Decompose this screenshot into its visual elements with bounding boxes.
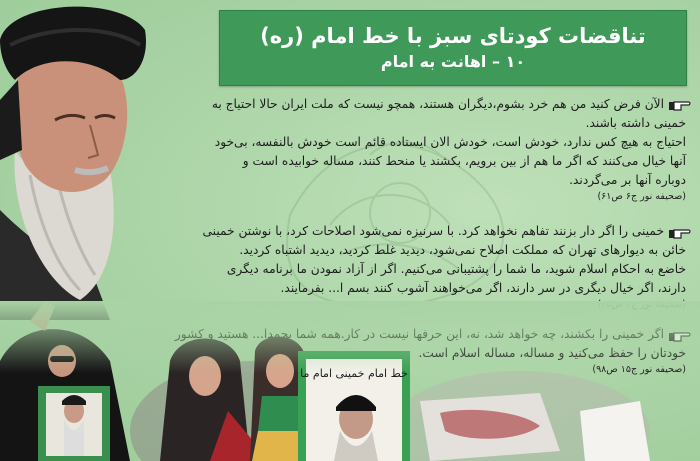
- quote-line: دارند، اگر خیال دیگری در سر دارند، اگر می‌خواهند آشوب کنند بسم ا... بفرمایند.: [280, 281, 686, 295]
- quote-line: الآن فرض کنید من هم خرد بشوم،دیگران هستند، همچو نیست که ملت ایران حالا احتیاج به: [211, 97, 664, 111]
- page-title: تناقضات کودتای سبز با خط امام (ره): [260, 24, 646, 48]
- title-banner: [219, 10, 687, 86]
- protest-photo-collage: [0, 301, 700, 461]
- quote-source: (صحیفه نور ج۶ ص۶۱): [597, 191, 686, 202]
- quote-line: خمینی را اگر دار بزنند تفاهم نخواهد کرد. با سرنیزه نمی‌شود اصلاحات کرد، با نوشتن خمینی: [202, 224, 664, 238]
- quote-line: خاضع به احکام اسلام شوید، ما شما را پشتیبانی می‌کنیم. اگر از آزاد نمودن ما برنامه دیگری: [226, 262, 686, 276]
- quote-line: خمینی داشته باشند.: [585, 116, 686, 130]
- quote-line: دوباره آنها بر می‌گردند.: [569, 173, 686, 187]
- quote-line: خائن به دیوارهای تهران که مملکت اصلاح نمی‌شود، دیدید غلط کردید، دیدید اشتباه کردید.: [239, 243, 686, 257]
- quote-line: احتیاج به هیچ کس ندارد، خودش است، خودش الان ایستاده قائم است خودش بالنفسه، بی‌خود: [214, 135, 686, 149]
- quote-section-2: [36, 222, 686, 312]
- quote-line: آنها خیال می‌کنند که اگر ما هم از بین برویم، بکشند یا منحط کنند، مساله خوابیده است و: [242, 154, 686, 168]
- page-subtitle: ۱۰ – اهانت به امام: [380, 52, 526, 71]
- quote-section-1: [36, 95, 686, 204]
